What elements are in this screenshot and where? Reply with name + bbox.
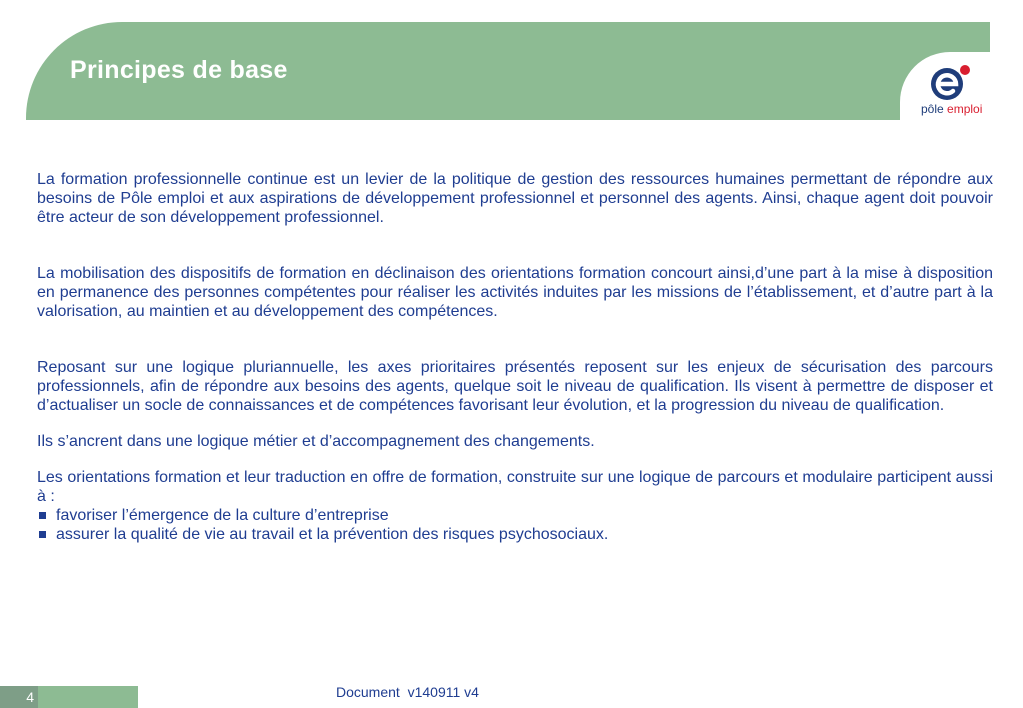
slide-title: Principes de base [70, 56, 288, 84]
logo-wordmark-part2: emploi [947, 102, 983, 116]
paragraph-2: La mobilisation des dispositifs de formation en déclinaison des orientations formation concourt ainsi,d’une part à la mise à disposition en permanence des personnes compétentes pour réaliser les activités induites par les missions de l’établissement, et d’autre part à la valorisation, au maintien et au développement des compétences. [37, 265, 993, 320]
bullet-text: assurer la qualité de vie au travail et la prévention des risques psychosociaux. [56, 526, 609, 543]
paragraph-5: Les orientations formation et leur traduction en offre de formation, construite sur une logique de parcours et modulaire participent aussi à : [37, 469, 993, 505]
page-number: 4 [0, 686, 38, 708]
logo-wordmark-part1: pôle [921, 102, 948, 116]
document-reference: Document v140911 v4 [336, 684, 479, 700]
logo-wordmark [921, 102, 982, 116]
bullet-item [37, 525, 993, 544]
paragraph-4: Ils s’ancrent dans une logique métier et d’accompagnement des changements. [37, 433, 595, 450]
bullet-list [37, 506, 993, 544]
paragraph-3: Reposant sur une logique pluriannuelle, les axes prioritaires présentés reposent sur les enjeux de sécurisation des parcours professionnels, afin de répondre aux besoins des agents, quelque soit le niveau de qualification. Ils visent à permettre de disposer et d’actualiser un socle de connaissances et de compétences favorisant leur évolution, et la progression du niveau de qualification. [37, 359, 993, 414]
bullet-item [37, 506, 993, 525]
body-text [37, 170, 993, 544]
footer-bar [38, 686, 138, 708]
paragraph-1: La formation professionnelle continue est un levier de la politique de gestion des ressources humaines permettant de répondre aux besoins de Pôle emploi et aux aspirations de développement professionnel et personnel des agents. Ainsi, chaque agent doit pouvoir être acteur de son développement professionnel. [37, 171, 993, 226]
square-bullet-icon [39, 531, 46, 538]
pole-emploi-e-icon [929, 64, 971, 102]
square-bullet-icon [39, 512, 46, 519]
bullet-text: favoriser l’émergence de la culture d’entreprise [56, 507, 389, 524]
